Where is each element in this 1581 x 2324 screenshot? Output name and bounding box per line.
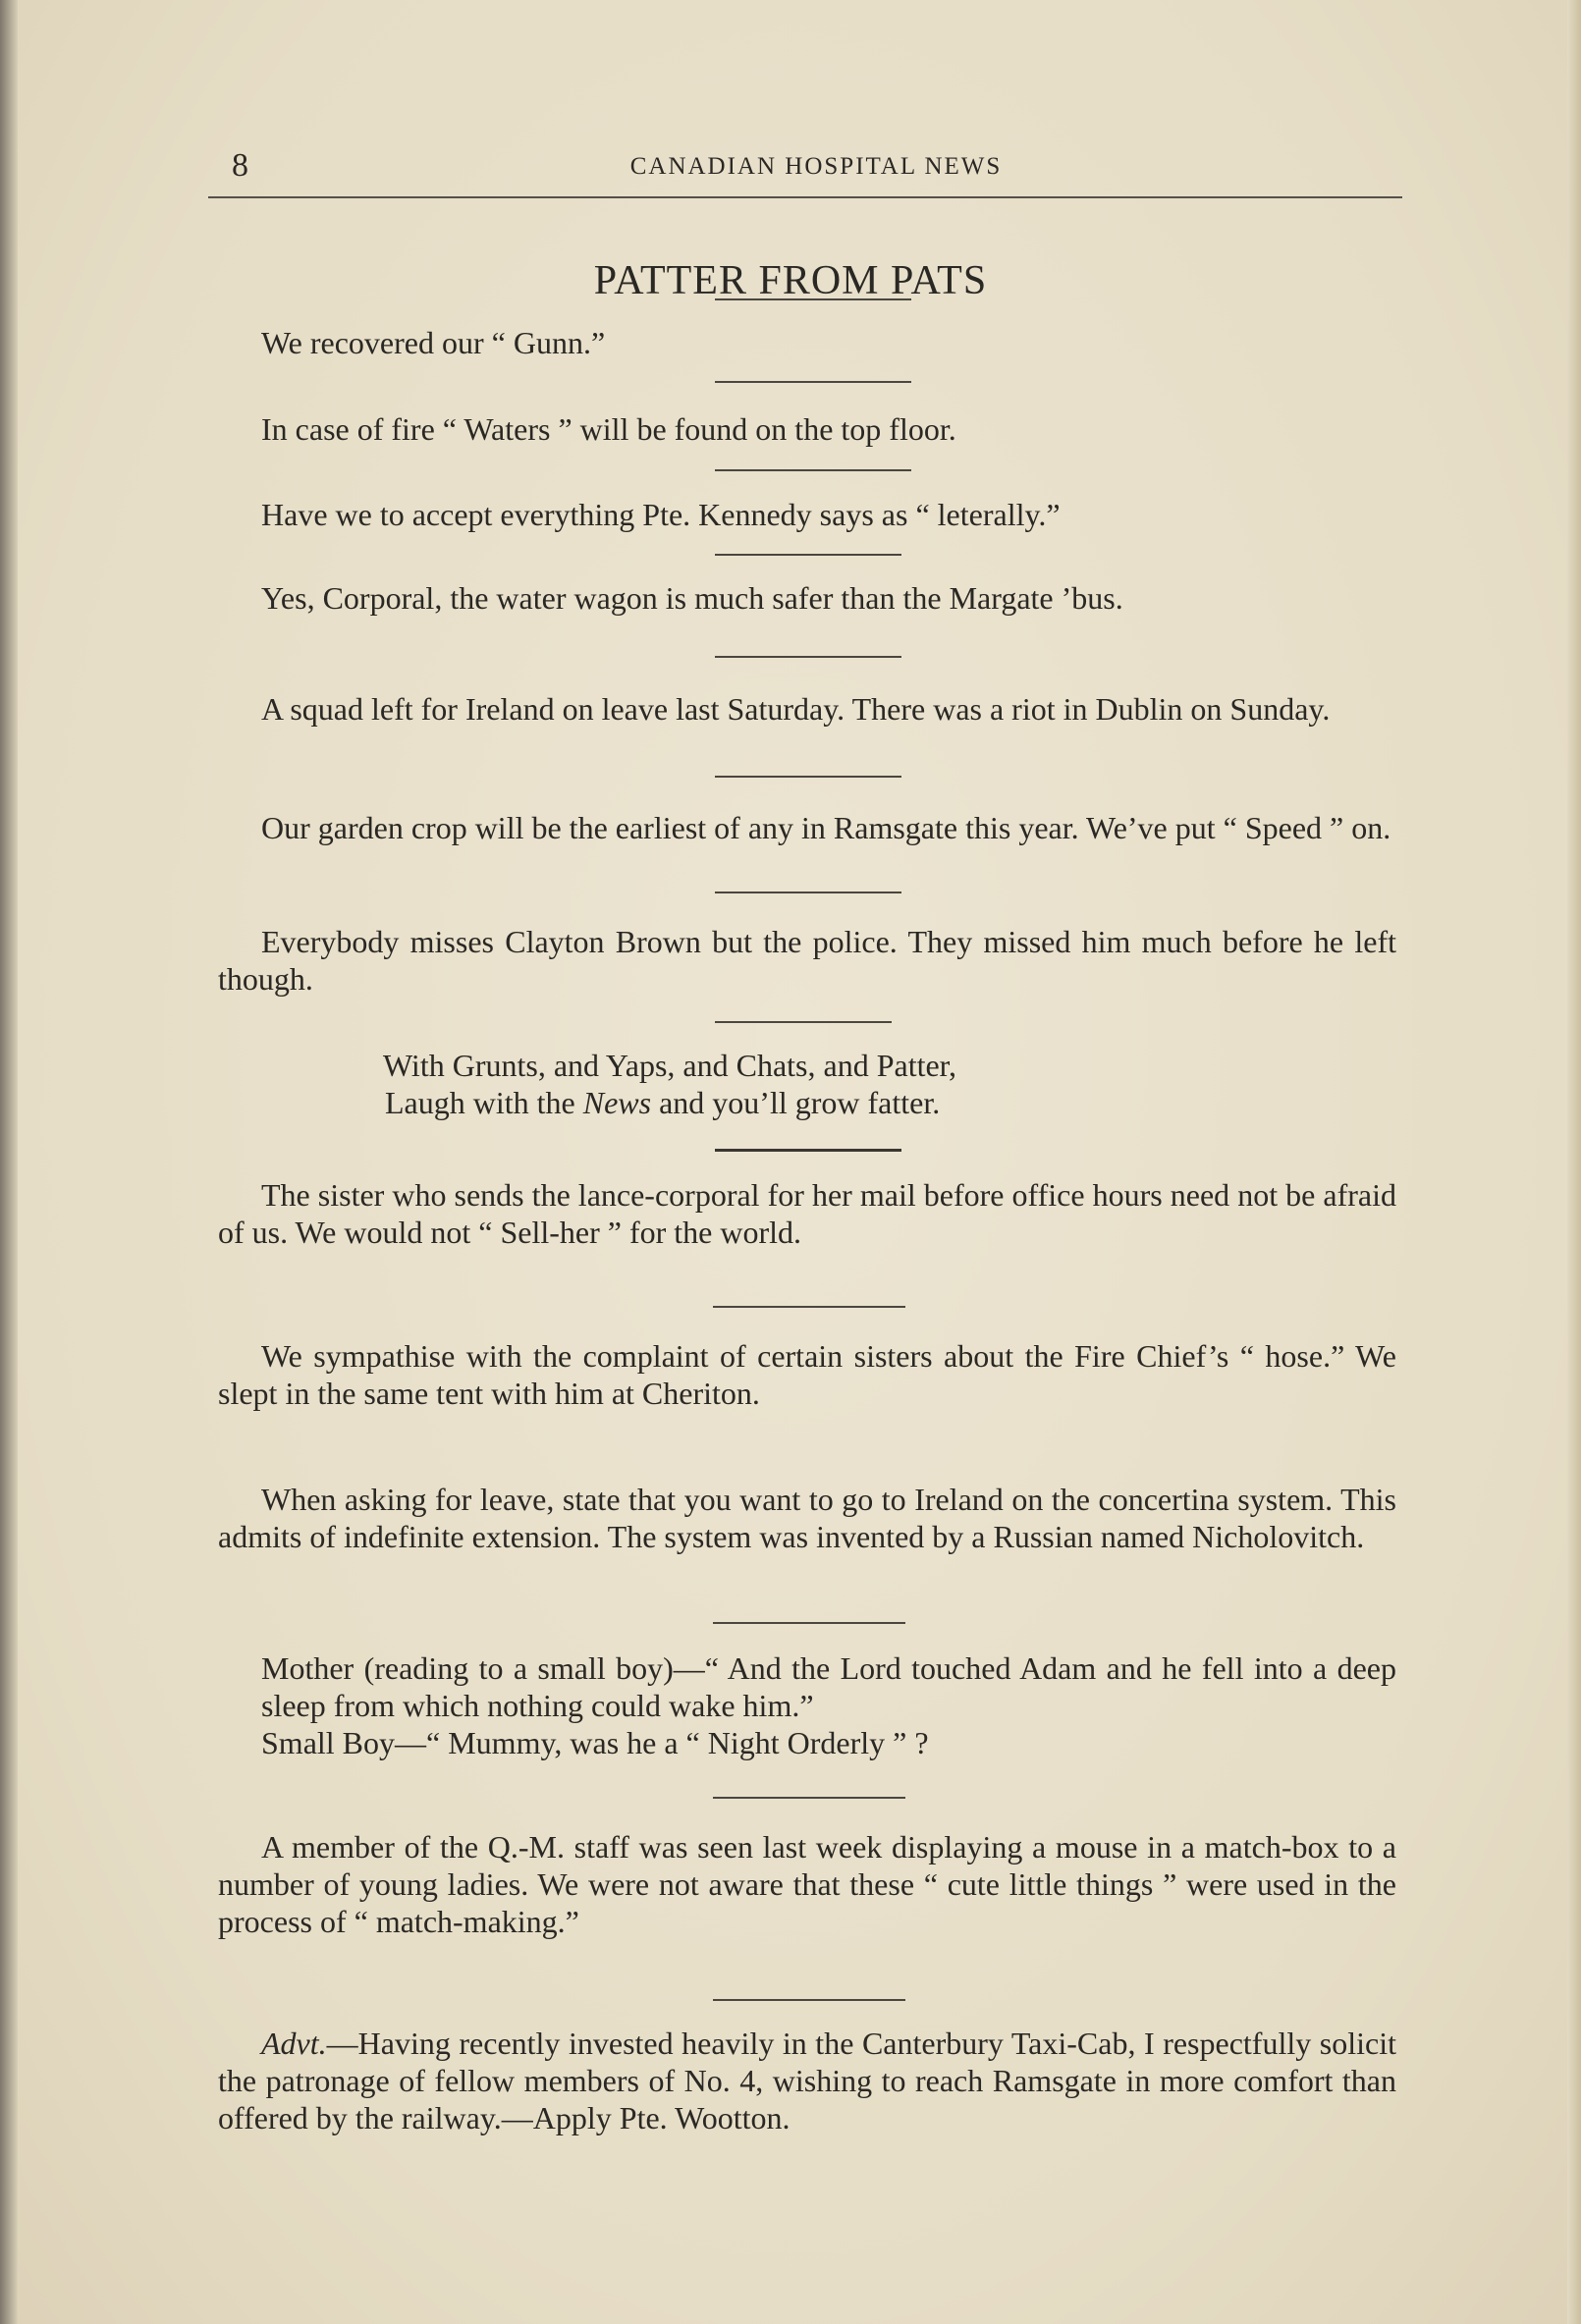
item-paragraph: Everybody misses Clayton Brown but the police. They missed him much before he left though. bbox=[218, 924, 1396, 997]
verse-text: and you’ll grow fatter. bbox=[651, 1085, 941, 1120]
separator-rule bbox=[715, 1021, 892, 1023]
separator-rule bbox=[713, 1797, 905, 1799]
verse-italic-text: News bbox=[582, 1085, 652, 1120]
verse-line-2 bbox=[383, 1084, 1267, 1121]
verse bbox=[383, 1047, 1267, 1121]
advt-label: Advt. bbox=[261, 2026, 327, 2061]
verse-text: Laugh with the bbox=[385, 1085, 583, 1120]
page-number: 8 bbox=[232, 147, 248, 184]
advt-text: —Having recently invested heavily in the Canterbury Taxi-Cab, I respectfully solicit the patronage of fellow members of No. 4, wishing to reach Ramsgate in more comfort than offered by the railway.—Apply Pte. Wootton. bbox=[218, 2026, 1396, 2135]
separator-rule bbox=[715, 381, 911, 383]
item-paragraph: The sister who sends the lance-corporal for her mail before office hours need not be afraid of us. We would not “ Sell-her ” for the world. bbox=[218, 1177, 1396, 1250]
advertisement-paragraph bbox=[218, 2025, 1396, 2136]
separator-rule bbox=[715, 776, 901, 778]
separator-rule bbox=[713, 1306, 905, 1308]
running-head: CANADIAN HOSPITAL NEWS bbox=[629, 153, 1003, 180]
item-paragraph: In case of fire “ Waters ” will be found on the top floor. bbox=[261, 411, 956, 447]
dialog-line-mother: Mother (reading to a small boy)—“ And the Lord touched Adam and he fell into a deep sleep from which nothing could wake him.” bbox=[261, 1650, 1396, 1723]
header-rule bbox=[208, 196, 1402, 198]
separator-rule bbox=[713, 1622, 905, 1624]
item-paragraph: We sympathise with the complaint of certain sisters about the Fire Chief’s “ hose.” We slept in the same tent with him at Cheriton. bbox=[218, 1338, 1396, 1411]
page-edge bbox=[1567, 0, 1581, 2324]
separator-rule bbox=[715, 656, 901, 658]
page-header bbox=[232, 147, 1400, 194]
title-rule bbox=[715, 298, 911, 300]
separator-rule bbox=[715, 1149, 901, 1152]
separator-rule bbox=[715, 892, 901, 893]
verse-line-1: With Grunts, and Yaps, and Chats, and Patter, bbox=[383, 1048, 957, 1083]
item-paragraph: Our garden crop will be the earliest of any in Ramsgate this year. We’ve put “ Speed ” on. bbox=[261, 810, 1391, 845]
item-paragraph: When asking for leave, state that you want to go to Ireland on the concertina system. This admits of indefinite extension. The system was invented by a Russian named Nicholovitch. bbox=[218, 1482, 1396, 1554]
item-paragraph: We recovered our “ Gunn.” bbox=[261, 325, 606, 360]
page-spine bbox=[0, 0, 18, 2324]
separator-rule bbox=[715, 554, 901, 556]
dialog-paragraph bbox=[218, 1649, 1396, 1761]
item-paragraph: Have we to accept everything Pte. Kennedy says as “ leterally.” bbox=[261, 497, 1061, 532]
separator-rule bbox=[713, 1999, 905, 2001]
article-title: PATTER FROM PATS bbox=[593, 258, 988, 304]
item-paragraph: A squad left for Ireland on leave last Saturday. There was a riot in Dublin on Sunday. bbox=[261, 691, 1331, 727]
item-paragraph: Yes, Corporal, the water wagon is much safer than the Margate ’bus. bbox=[261, 580, 1123, 616]
dialog-line-small-boy: Small Boy—“ Mummy, was he a “ Night Orderly ” ? bbox=[261, 1725, 929, 1760]
item-paragraph: A member of the Q.-M. staff was seen last week displaying a mouse in a match-box to a number of young ladies. We were not aware that these “ cute little things ” were used in the process of “ match-making.” bbox=[218, 1829, 1396, 1939]
separator-rule bbox=[715, 469, 911, 471]
